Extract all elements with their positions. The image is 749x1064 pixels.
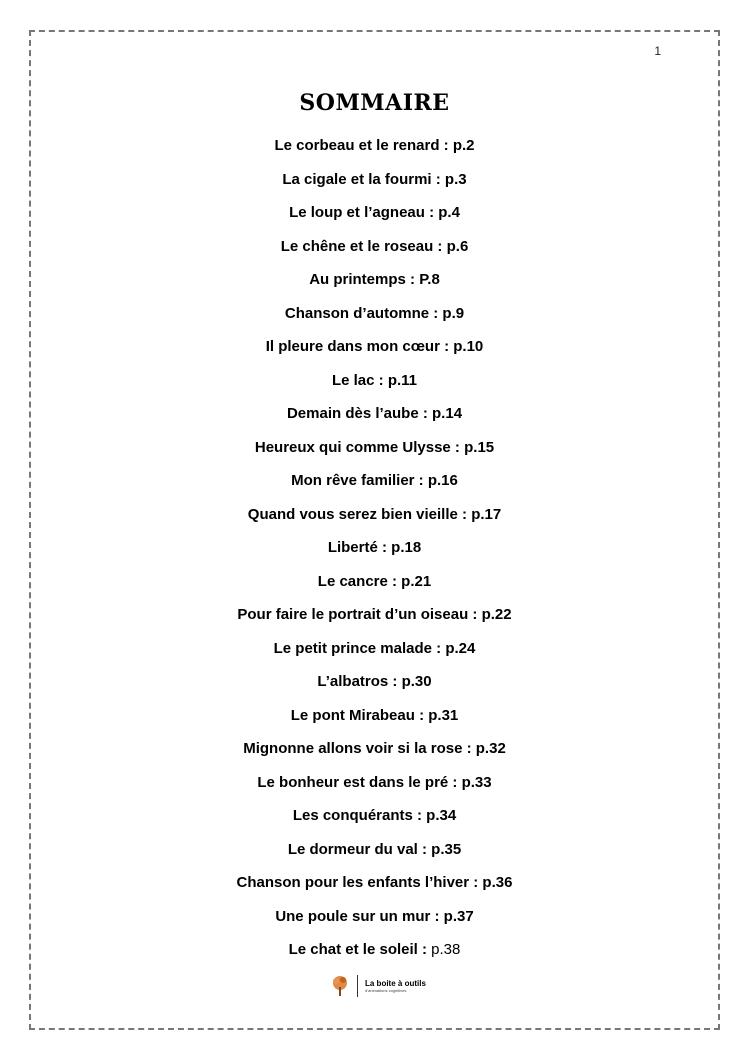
toc-entry-page: p.30 (401, 673, 432, 690)
toc-entry-page: p.4 (438, 204, 460, 221)
toc-entry-page: p.2 (452, 137, 475, 154)
toc-entry-page: p.32 (475, 740, 506, 757)
toc-entry (0, 135, 749, 169)
toc-entry (0, 571, 749, 605)
toc-entry-page: p.38 (431, 941, 461, 958)
toc-entry-title: Le lac : (331, 371, 388, 389)
logo-tagline: d’animations cognitives (365, 988, 407, 993)
toc-entry-page: p.16 (427, 472, 458, 489)
toc-entry-page: p.22 (481, 606, 512, 623)
toc-entry-title: Heureux qui comme Ulysse : (254, 438, 465, 456)
toc-entry (0, 403, 749, 437)
toc-entry-page: p.34 (426, 807, 457, 824)
toc-entry (0, 705, 749, 739)
toc-entry-title: Il pleure dans mon cœur : (265, 338, 454, 355)
toc-entry (0, 939, 749, 973)
toc-entry-page: p.24 (445, 639, 476, 657)
toc-entry (0, 202, 749, 236)
toc-entry (0, 470, 749, 504)
tree-icon (330, 975, 350, 997)
toc-entry-page: p.11 (387, 371, 418, 389)
table-of-contents (0, 135, 749, 973)
toc-entry-page: p.6 (446, 237, 469, 255)
toc-entry-page: p.21 (401, 572, 432, 590)
toc-entry-page: p.35 (431, 840, 462, 858)
logo (330, 975, 426, 997)
toc-entry-page: p.31 (428, 706, 459, 724)
toc-entry-page: p.37 (443, 907, 474, 925)
toc-entry-title: Au printemps : (309, 271, 420, 288)
toc-entry (0, 638, 749, 672)
toc-entry (0, 772, 749, 806)
toc-entry (0, 236, 749, 270)
toc-entry-page: p.9 (442, 304, 465, 322)
toc-entry-page: p.36 (482, 874, 513, 891)
toc-entry (0, 370, 749, 404)
toc-entry (0, 805, 749, 839)
toc-entry-title: Le petit prince malade : (273, 639, 446, 657)
toc-entry-title: Les conquérants : (292, 807, 427, 824)
toc-entry-title: Le cancre : (317, 572, 402, 590)
toc-entry-page: p.3 (444, 170, 467, 188)
toc-entry-title: Chanson d’automne : (284, 304, 443, 322)
toc-entry (0, 336, 749, 370)
toc-entry (0, 906, 749, 940)
toc-entry-title: L’albatros : (317, 673, 402, 690)
toc-entry (0, 839, 749, 873)
toc-entry-title: Quand vous serez bien vieille : (247, 505, 472, 523)
toc-entry-title: Le bonheur est dans le pré : (257, 773, 462, 791)
toc-entry-title: Mignonne allons voir si la rose : (243, 740, 476, 757)
toc-entry-page: p.15 (464, 438, 495, 456)
toc-entry-title: Le chêne et le roseau : (280, 237, 447, 255)
toc-entry (0, 604, 749, 638)
toc-entry-title: Le loup et l’agneau : (289, 204, 439, 221)
toc-entry-title: Une poule sur un mur : (275, 907, 444, 925)
toc-entry-title: Mon rêve familier : (291, 472, 428, 489)
toc-entry-page: p.14 (432, 405, 463, 422)
toc-entry-page: p.10 (453, 338, 484, 355)
toc-entry-page: p.17 (471, 505, 502, 523)
toc-entry (0, 504, 749, 538)
toc-entry-title: La cigale et la fourmi : (282, 170, 445, 188)
toc-entry (0, 671, 749, 705)
toc-entry-page: p.18 (391, 539, 422, 556)
toc-entry-title: Le corbeau et le renard : (274, 137, 453, 154)
toc-entry-title: Liberté : (327, 539, 392, 556)
toc-entry-title: Le chat et le soleil : (288, 941, 432, 958)
toc-entry-title: Chanson pour les enfants l’hiver : (236, 874, 483, 891)
toc-entry (0, 537, 749, 571)
toc-entry (0, 872, 749, 906)
toc-entry-page: P.8 (419, 271, 440, 288)
logo-divider (357, 975, 358, 997)
toc-entry (0, 437, 749, 471)
toc-entry-title: Demain dès l’aube : (286, 405, 433, 422)
toc-entry (0, 303, 749, 337)
toc-entry (0, 169, 749, 203)
page-number: 1 (654, 44, 661, 58)
toc-entry-title: Le pont Mirabeau : (290, 706, 429, 724)
toc-entry-page: p.33 (461, 773, 492, 791)
toc-entry-title: Le dormeur du val : (287, 840, 432, 858)
toc-entry (0, 269, 749, 303)
logo-name: La boite à outils (365, 979, 426, 988)
toc-entry (0, 738, 749, 772)
toc-entry-title: Pour faire le portrait d’un oiseau : (237, 606, 482, 623)
page-title: SOMMAIRE (299, 90, 450, 116)
